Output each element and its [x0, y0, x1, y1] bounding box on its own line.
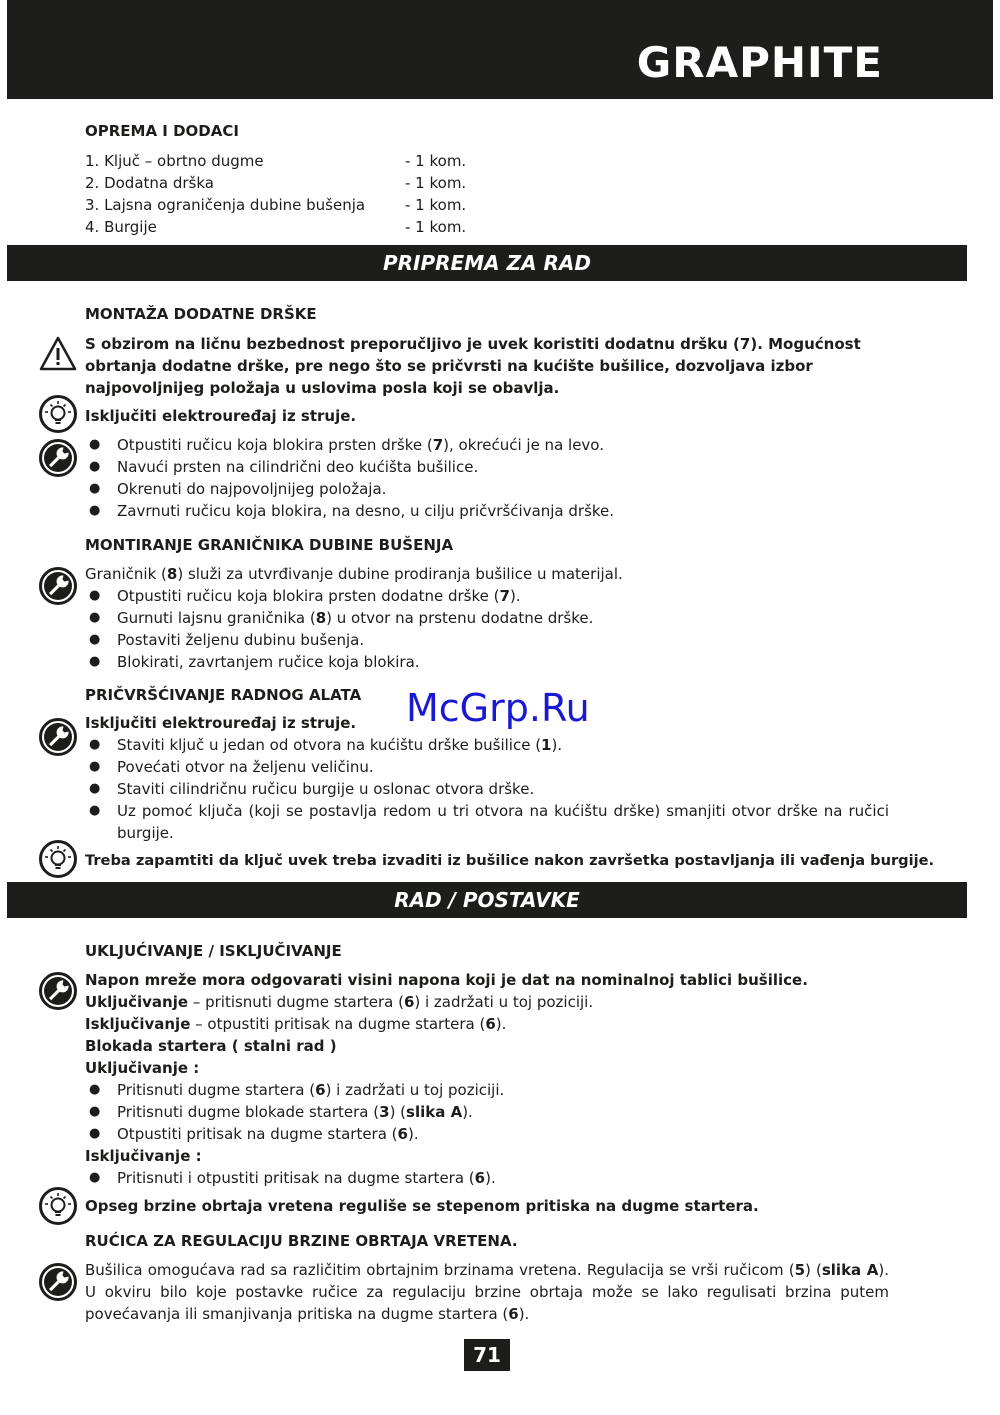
lightbulb-icon — [38, 1186, 78, 1226]
wrench-icon — [38, 1262, 78, 1302]
wrench-icon — [38, 438, 78, 478]
handle-section — [85, 303, 889, 522]
list-item: ● Pritisnuti dugme blokade startera (3) (slika A). — [85, 1101, 889, 1123]
depth-heading: MONTIRANJE GRANIČNIKA DUBINE BUŠENJA — [85, 536, 454, 554]
speed-section — [85, 1230, 889, 1325]
list-item: ● Otpustiti ručicu koja blokira prsten drške (7), okrećući je na levo. — [85, 434, 889, 456]
list-item: ● Otpustiti ručicu koja blokira prsten dodatne drške (7). — [85, 585, 889, 607]
depth-intro: Graničnik (8) služi za utvrđivanje dubine prodiranja bušilice u materijal. — [85, 565, 623, 583]
lightbulb-icon — [38, 839, 78, 879]
voltage-note: Napon mreže mora odgovarati visini napona koji je dat na nominalnoj tablici bušilice. — [85, 971, 808, 989]
equipment-item: 2. Dodatna drška - 1 kom. — [85, 174, 467, 192]
lock-heading: Blokada startera ( stalni rad ) — [85, 1037, 337, 1055]
page-number: 71 — [464, 1339, 510, 1371]
page-header — [7, 0, 993, 99]
tool-note: Isključiti elektrouređaj iz struje. — [85, 714, 357, 732]
speed-heading: RUĆICA ZA REGULACIJU BRZINE OBRTAJA VRETENA. — [85, 1232, 518, 1250]
handle-note: Isključiti elektrouređaj iz struje. — [85, 407, 357, 425]
section-title-rad: RAD / POSTAVKE — [7, 882, 967, 918]
onoff-section — [85, 940, 889, 1217]
handle-heading: MONTAŽA DODATNE DRŠKE — [85, 305, 317, 323]
tool-heading: PRIČVRŠĆIVANJE RADNOG ALATA — [85, 686, 362, 704]
equipment-item: 4. Burgije - 1 kom. — [85, 218, 467, 236]
lock-on-steps — [85, 1079, 889, 1145]
speed-range-note: Opseg brzine obrtaja vretena reguliše se stepenom pritiska na dugme startera. — [85, 1197, 759, 1215]
wrench-icon — [38, 717, 78, 757]
lock-on-heading: Uključivanje : — [85, 1059, 200, 1077]
handle-steps — [85, 434, 889, 522]
watermark: McGrp.Ru — [406, 686, 590, 730]
section-title-priprema: PRIPREMA ZA RAD — [7, 245, 967, 281]
brand-logo: GRAPHITE — [636, 38, 883, 87]
list-item: ● Pritisnuti i otpustiti pritisak na dugme startera (6). — [85, 1167, 889, 1189]
wrench-icon — [38, 971, 78, 1011]
handle-warning: S obzirom na ličnu bezbednost preporučljivo je uvek koristiti dodatnu dršku (7). Mogućnost obrtanja dodatne drške, pre nego što se pričvrsti na kućište bušilice, dozvoljava izbor najpovoljnijeg položaja u uslovima posla koji se obavlja. — [85, 335, 861, 397]
tool-steps — [85, 734, 889, 844]
equipment-section — [85, 120, 889, 238]
equipment-item: 1. Ključ – obrtno dugme - 1 kom. — [85, 152, 467, 170]
equipment-heading: OPREMA I DODACI — [85, 122, 239, 140]
list-item: ● Povećati otvor na željenu veličinu. — [85, 756, 889, 778]
list-item: ● Uz pomoć ključa (koji se postavlja redom u tri otvora na kućištu drške) smanjiti otvor drške na ručici burgije. — [85, 800, 889, 844]
depth-steps — [85, 585, 889, 673]
warning-icon — [38, 334, 78, 374]
list-item: ● Gurnuti lajsnu graničnika (8) u otvor na prstenu dodatne drške. — [85, 607, 889, 629]
list-item: ● Otpustiti pritisak na dugme startera (6). — [85, 1123, 889, 1145]
switch-off-text: Isključivanje – otpustiti pritisak na dugme startera (6). — [85, 1015, 507, 1033]
list-item: ● Okrenuti do najpovoljnijeg položaja. — [85, 478, 889, 500]
lock-off-heading: Isključivanje : — [85, 1147, 202, 1165]
list-item: ● Staviti cilindričnu ručicu burgije u oslonac otvora drške. — [85, 778, 889, 800]
lightbulb-icon — [38, 394, 78, 434]
wrench-icon — [38, 566, 78, 606]
list-item: ● Navući prsten na cilindrični deo kućišta bušilice. — [85, 456, 889, 478]
speed-text: Bušilica omogućava rad sa različitim obrtajnim brzinama vretena. Regulacija se vrši ručicom (5) (slika A). U okviru bilo koje postavke ručice za regulaciju brzine obrtaja može se lako regulisati brzina putem povećavanja ili smanjivanja pritiska na dugme startera (6). — [85, 1261, 889, 1323]
depth-section — [85, 534, 889, 673]
list-item: ● Staviti ključ u jedan od otvora na kućištu drške bušilice (1). — [85, 734, 889, 756]
tool-tip: Treba zapamtiti da ključ uvek treba izvaditi iz bušilice nakon završetka postavljanja ili vađenja burgije. — [85, 852, 935, 869]
list-item: ● Postaviti željenu dubinu bušenja. — [85, 629, 889, 651]
equipment-item: 3. Lajsna ograničenja dubine bušenja - 1 kom. — [85, 196, 467, 214]
lock-off-steps — [85, 1167, 889, 1189]
list-item: ● Blokirati, zavrtanjem ručice koja blokira. — [85, 651, 889, 673]
list-item: ● Pritisnuti dugme startera (6) i zadržati u toj poziciji. — [85, 1079, 889, 1101]
list-item: ● Zavrnuti ručicu koja blokira, na desno, u cilju pričvršćivanja drške. — [85, 500, 889, 522]
switch-on-text: Uključivanje – pritisnuti dugme startera (6) i zadržati u toj poziciji. — [85, 993, 594, 1011]
onoff-heading: UKLJUĆIVANJE / ISKLJUČIVANJE — [85, 942, 342, 960]
